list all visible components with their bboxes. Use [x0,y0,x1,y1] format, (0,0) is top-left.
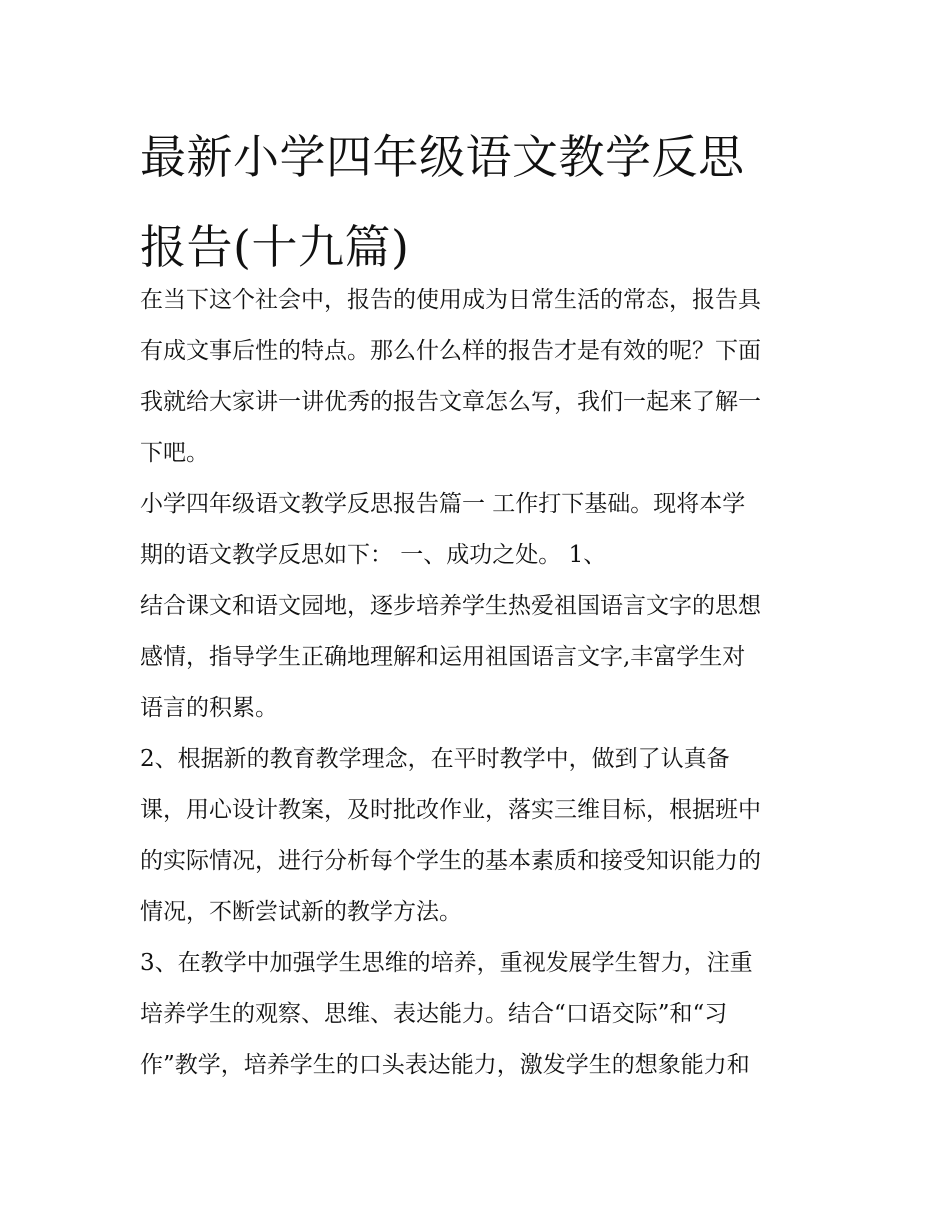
body-line: 期的语文教学反思如下： 一、成功之处。 1、 [140,542,607,568]
body-line: 3、在教学中加强学生思维的培养，重视发展学生智力，注重 [140,950,753,976]
body-line: 情况，不断尝试新的教学方法。 [140,899,462,925]
body-line: 的实际情况，进行分析每个学生的基本素质和接受知识能力的 [140,848,761,874]
body-line: 作”教学，培养学生的口头表达能力，激发学生的想象能力和 [140,1052,750,1078]
body-line: 小学四年级语文教学反思报告篇一 工作打下基础。现将本学 [140,491,746,517]
body-line: 有成文事后性的特点。那么什么样的报告才是有效的呢？下面 [140,338,761,364]
body-line: 结合课文和语文园地，逐步培养学生热爱祖国语言文字的思想 [140,593,761,619]
body-line: 课，用心设计教案，及时批改作业，落实三维目标，根据班中 [140,797,761,823]
body-line: 语言的积累。 [140,695,278,721]
body-line: 下吧。 [140,440,209,466]
body-line: 感情，指导学生正确地理解和运用祖国语言文字,丰富学生对 [140,644,746,670]
title-line-1: 最新小学四年级语文教学反思 [140,130,745,184]
document-title [140,112,820,292]
body-line: 我就给大家讲一讲优秀的报告文章怎么写，我们一起来了解一 [140,389,761,415]
body-line: 2、根据新的教育教学理念，在平时教学中，做到了认真备 [140,746,730,772]
body-line: 在当下这个社会中，报告的使用成为日常生活的常态，报告具 [140,287,761,313]
title-line-2: 报告(十九篇) [140,220,410,274]
body-line: 培养学生的观察、思维、表达能力。结合“口语交际”和“习 [140,1001,728,1027]
